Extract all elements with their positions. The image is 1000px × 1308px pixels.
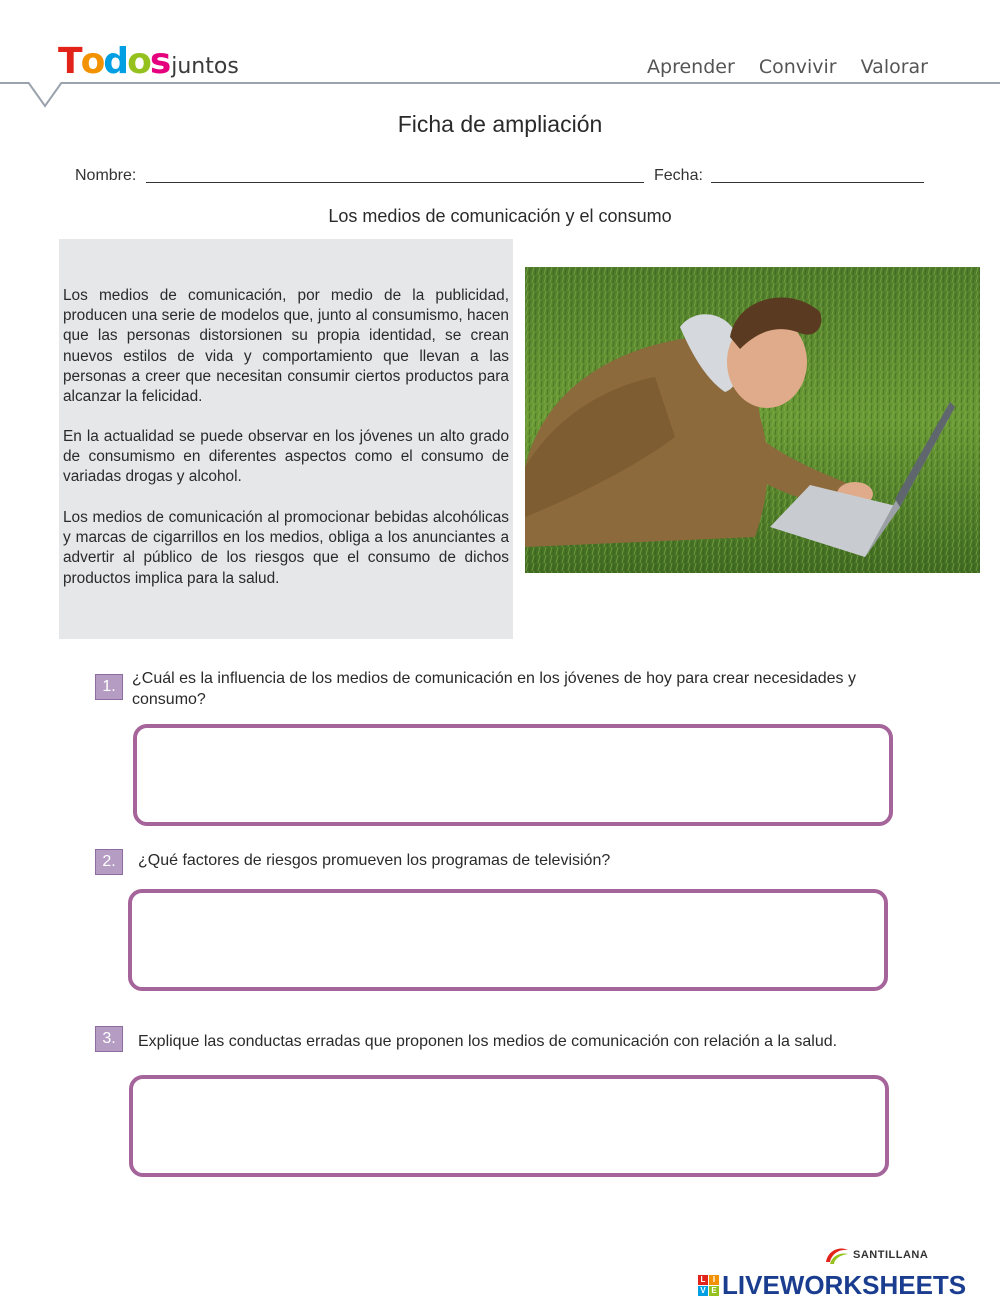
question-2-text: ¿Qué factores de riesgos promueven los programas de televisión? bbox=[138, 852, 611, 869]
date-label: Fecha: bbox=[654, 167, 703, 184]
name-label: Nombre: bbox=[75, 167, 137, 184]
header-notch-icon bbox=[28, 82, 64, 108]
question-number-3: 3. bbox=[95, 1026, 123, 1052]
answer-box-1[interactable] bbox=[133, 724, 893, 826]
photo-man-laptop-on-grass bbox=[525, 267, 980, 573]
liveworksheets-cube-icon: L I V E bbox=[698, 1275, 719, 1296]
header-nav bbox=[629, 56, 928, 78]
question-number-1: 1. bbox=[95, 674, 123, 700]
header-divider bbox=[0, 82, 1000, 84]
nav-convivir: Convivir bbox=[758, 56, 837, 78]
date-field[interactable] bbox=[711, 182, 924, 183]
santillana-swoosh-icon bbox=[824, 1244, 850, 1266]
logo-todos-text: Todos bbox=[58, 41, 170, 82]
nav-valorar: Valorar bbox=[860, 56, 928, 78]
paragraph-1: Los medios de comunicación, por medio de la publicidad, producen una serie de modelos que, junto al consumismo, hacen que las personas distorsionen su propia identidad, se crean nuevos estilos de vida y comportamiento que llevan a las personas a creer que necesitan consumir ciertos productos para alcanzar la felicidad. bbox=[63, 287, 509, 406]
logo-juntos-text: juntos bbox=[171, 54, 239, 79]
question-3-text: Explique las conductas erradas que proponen los medios de comunicación con relación a la salud. bbox=[138, 1033, 838, 1050]
name-field[interactable] bbox=[146, 182, 644, 183]
answer-box-3[interactable] bbox=[129, 1075, 889, 1177]
paragraph-2: En la actualidad se puede observar en los jóvenes un alto grado de consumismo en diferentes aspectos como el consumo de variadas drogas y alcohol. bbox=[63, 428, 509, 486]
paragraph-3: Los medios de comunicación al promocionar bebidas alcohólicas y marcas de cigarrillos en los medios, obliga a los anunciantes a advertir al público de los riesgos que el consumo de dichos productos implica para la salud. bbox=[63, 509, 509, 587]
section-subtitle: Los medios de comunicación y el consumo bbox=[328, 206, 672, 226]
liveworksheets-logo bbox=[698, 1270, 966, 1300]
nav-aprender: Aprender bbox=[647, 56, 735, 78]
liveworksheets-text: LIVEWORKSHEETS bbox=[722, 1270, 967, 1300]
santillana-text: SANTILLANA bbox=[853, 1249, 929, 1261]
question-number-2: 2. bbox=[95, 849, 123, 875]
question-1-text: ¿Cuál es la influencia de los medios de comunicación en los jóvenes de hoy para crear necesidades y consumo? bbox=[132, 670, 856, 708]
page-title: Ficha de ampliación bbox=[397, 111, 603, 137]
todos-juntos-logo bbox=[58, 40, 239, 80]
santillana-logo bbox=[824, 1244, 928, 1266]
answer-box-2[interactable] bbox=[128, 889, 888, 991]
